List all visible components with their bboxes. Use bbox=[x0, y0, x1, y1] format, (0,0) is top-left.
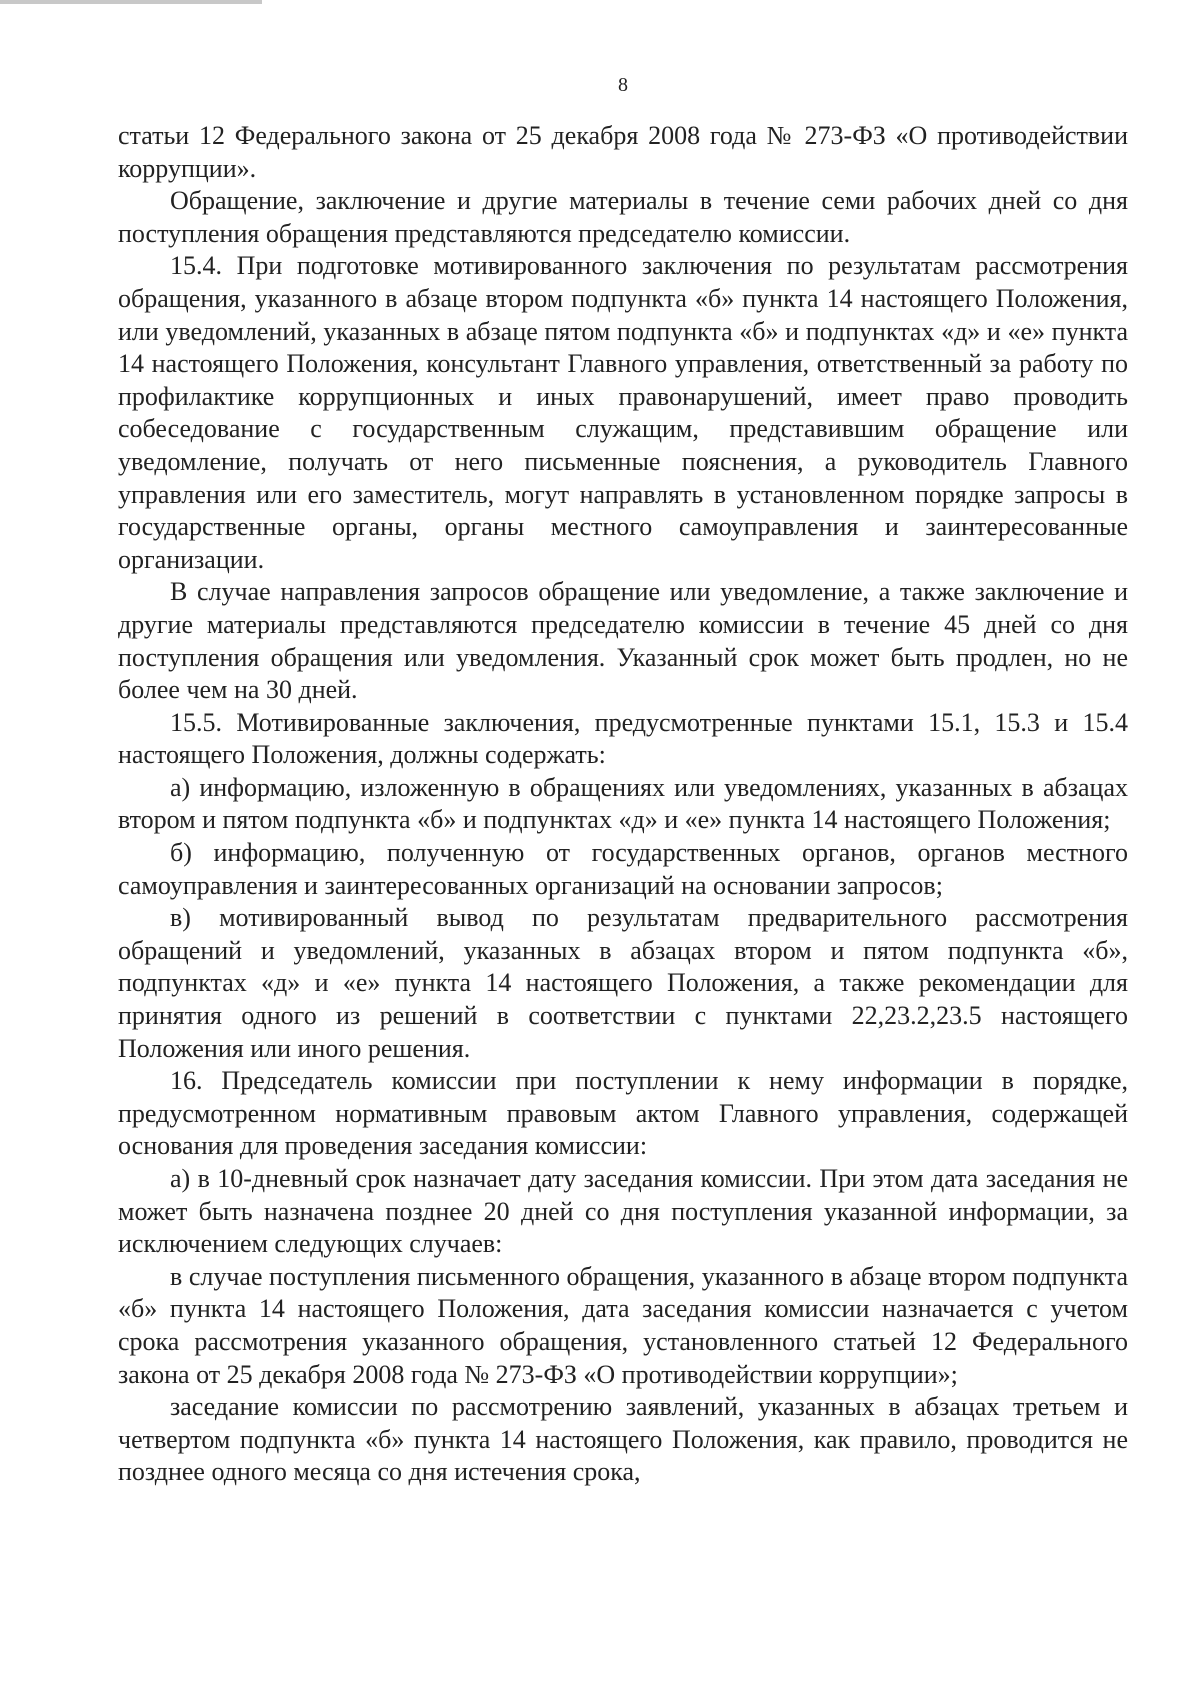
list-item-16-a: а) в 10-дневный срок назначает дату заседания комиссии. При этом дата заседания не может быть назначена позднее 20 дней со дня поступления указанной информации, за исключением следующих случаев: bbox=[118, 1164, 1128, 1259]
list-item-v: в) мотивированный вывод по результатам предварительного рассмотрения обращений и уведомлений, указанных в абзацах втором и пятом подпункта «б», подпунктах «д» и «е» пункта 14 настоящего Положения, а также рекомендации для принятия одного из решений в соответствии с пунктами 22,23.2,23.5 настоящего Положения или иного решения. bbox=[118, 903, 1128, 1063]
paragraph-materials-submission: Обращение, заключение и другие материалы в течение семи рабочих дней со дня поступления обращения представляются председателю комиссии. bbox=[118, 186, 1128, 248]
paragraph-meeting-statements: заседание комиссии по рассмотрению заявлений, указанных в абзацах третьем и четвертом подпункта «б» пункта 14 настоящего Положения, как правило, проводится не позднее одного месяца со дня истечения срока, bbox=[118, 1392, 1128, 1487]
scan-edge-artifact bbox=[0, 0, 262, 4]
paragraph-written-appeal-case: в случае поступления письменного обращения, указанного в абзаце втором подпункта «б» пункта 14 настоящего Положения, дата заседания комиссии назначается с учетом срока рассмотрения указанного обращения, установленного статьей 12 Федерального закона от 25 декабря 2008 года № 273-ФЗ «О противодействии коррупции»; bbox=[118, 1261, 1128, 1389]
list-item-a: а) информацию, изложенную в обращениях или уведомлениях, указанных в абзацах втором и пятом подпункта «б» и подпунктах «д» и «е» пункта 14 настоящего Положения; bbox=[118, 772, 1128, 835]
paragraph-requests-deadline: В случае направления запросов обращение или уведомление, а также заключение и другие материалы представляются председателю комиссии в течение 45 дней со дня поступления обращения или уведомления. Указанный срок может быть продлен, но не более чем на 30 дней. bbox=[118, 577, 1128, 705]
page-number: 8 bbox=[618, 74, 628, 96]
paragraph-15-4: 15.4. При подготовке мотивированного заключения по результатам рассмотрения обращения, указанного в абзаце втором подпункта «б» пункта 14 настоящего Положения, или уведомлений, указанных в абзаце пятом подпункта «б» и подпунктах «д» и «е» пункта 14 настоящего Положения, консультант Главного управления, ответственный за работу по профилактике коррупционных и иных правонарушений, имеет право проводить собеседование с государственным служащим, представившим обращение или уведомление, получать от него письменные пояснения, а руководитель Главного управления или его заместитель, могут направлять в установленном порядке запросы в государственные органы, органы местного самоуправления и заинтересованные организации. bbox=[118, 251, 1128, 574]
list-item-b: б) информацию, полученную от государственных органов, органов местного самоуправления и заинтересованных организаций на основании запросов; bbox=[118, 838, 1128, 900]
paragraph-continuation: статьи 12 Федерального закона от 25 декабря 2008 года № 273-ФЗ «О противодействии коррупции». bbox=[118, 121, 1128, 183]
document-page bbox=[118, 60, 1128, 1489]
paragraph-16: 16. Председатель комиссии при поступлении к нему информации в порядке, предусмотренном нормативным правовым актом Главного управления, содержащей основания для проведения заседания комиссии: bbox=[118, 1066, 1128, 1161]
paragraph-15-5: 15.5. Мотивированные заключения, предусмотренные пунктами 15.1, 15.3 и 15.4 настоящего Положения, должны содержать: bbox=[118, 707, 1128, 770]
